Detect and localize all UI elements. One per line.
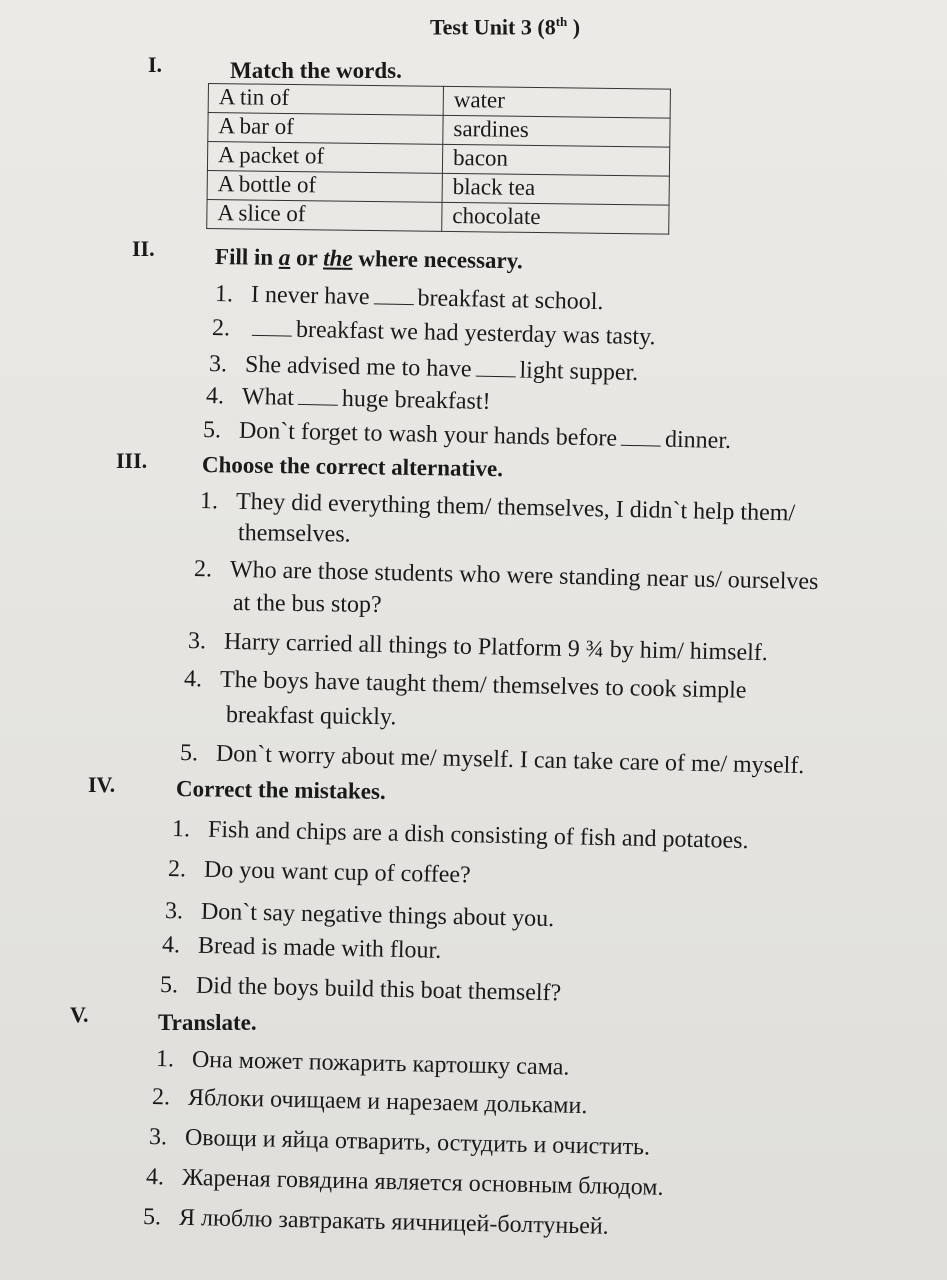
match-left-cell: A bar of xyxy=(208,113,443,145)
list-item: 2. Do you want cup of coffee? xyxy=(167,856,472,889)
match-right-cell: sardines xyxy=(443,115,670,147)
section-5-number: V. xyxy=(70,1002,89,1027)
match-left-cell: A packet of xyxy=(207,142,442,174)
match-left-cell: A tin of xyxy=(208,84,443,116)
list-item: 3. Harry carried all things to Platform 9 ¾ by him/ himself. xyxy=(187,628,769,667)
section-3-heading: Choose the correct alternative. xyxy=(201,452,504,482)
section-1-number: I. xyxy=(148,52,163,77)
section-4-heading: Correct the mistakes. xyxy=(175,776,386,804)
match-right-cell: chocolate xyxy=(442,202,669,234)
match-words-table xyxy=(206,83,671,235)
match-right-cell: bacon xyxy=(442,144,669,176)
list-item: 2. breakfast we had yesterday was tasty. xyxy=(211,315,656,351)
list-item: 3. She advised me to have light supper. xyxy=(208,351,639,386)
list-item: 1. They did everything them/ themselves, I didn`t help them/ xyxy=(199,488,796,527)
test-title: Test Unit 3 (8th ) xyxy=(430,14,581,40)
table-row xyxy=(207,199,669,234)
section-4-number: IV. xyxy=(88,772,116,797)
section-1-heading: Match the words. xyxy=(230,58,402,83)
list-item: 3. Овощи и яйца отварить, остудить и очистить. xyxy=(148,1124,651,1161)
list-item: 4. Жареная говядина является основным блюдом. xyxy=(145,1164,664,1201)
section-5-heading: Translate. xyxy=(158,1010,257,1035)
list-item: 4. What huge breakfast! xyxy=(205,383,491,415)
section-2-heading: Fill in a or the where necessary. xyxy=(214,244,523,274)
section-3-number: III. xyxy=(116,448,148,473)
answer-blank xyxy=(475,356,515,378)
list-item: 5. Don`t forget to wash your hands before dinner. xyxy=(202,417,732,455)
list-item: 5. Don`t worry about me/ myself. I can take care of me/ myself. xyxy=(179,740,805,780)
list-item: 2. Who are those students who were standing near us/ ourselves xyxy=(193,556,819,596)
list-item-continuation: at the bus stop? xyxy=(232,590,382,619)
answer-blank xyxy=(621,425,661,447)
list-item: 1. Fish and chips are a dish consisting of fish and potatoes. xyxy=(171,816,749,855)
list-item-continuation: breakfast quickly. xyxy=(225,702,397,731)
match-right-cell: black tea xyxy=(442,173,669,205)
answer-blank xyxy=(373,283,413,305)
list-item: 4. The boys have taught them/ themselves to cook simple xyxy=(183,666,747,704)
answer-blank xyxy=(298,384,338,406)
answer-blank xyxy=(252,315,292,337)
list-item: 1. I never have breakfast at school. xyxy=(214,281,604,316)
list-item-continuation: themselves. xyxy=(237,520,351,548)
list-item: 2. Яблоки очищаем и нарезаем дольками. xyxy=(151,1084,588,1120)
list-item: 4. Bread is made with flour. xyxy=(161,932,442,964)
list-item: 1. Она может пожарить картошку сама. xyxy=(155,1046,570,1081)
match-right-cell: water xyxy=(443,86,670,118)
section-2-number: II. xyxy=(132,236,155,261)
match-left-cell: A slice of xyxy=(207,199,442,231)
list-item: 5. Я люблю завтракать яичницей-болтуньей. xyxy=(142,1204,609,1240)
match-left-cell: A bottle of xyxy=(207,170,442,202)
list-item: 3. Don`t say negative things about you. xyxy=(164,898,555,933)
list-item: 5. Did the boys build this boat themself? xyxy=(159,972,562,1007)
